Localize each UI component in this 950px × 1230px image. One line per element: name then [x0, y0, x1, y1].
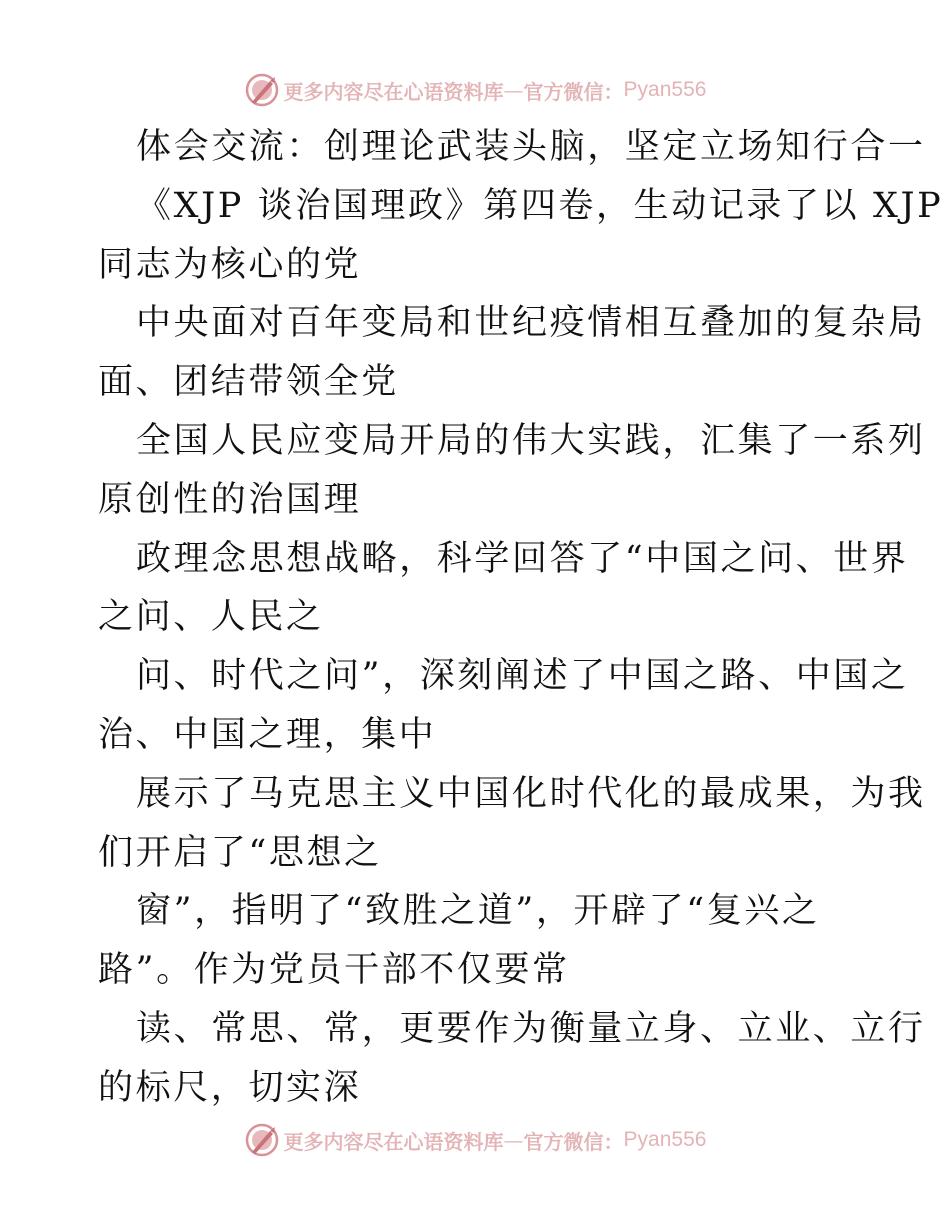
watermark-wechat-id: Pyan556: [623, 1128, 707, 1151]
text-line: 的标尺，切实深: [98, 1067, 362, 1108]
watermark-separator: —: [503, 78, 524, 102]
text-line: 之问、人民之: [98, 597, 324, 638]
watermark-wechat-label: 官方微信：: [523, 79, 624, 104]
footer-watermark: [0, 1120, 950, 1160]
text-line: 面、团结带领全党: [98, 362, 399, 403]
text-line: 们开启了“思想之: [98, 832, 382, 873]
text-line: 原创性的治国理: [98, 479, 362, 520]
text-line: 《XJP 谈治国理政》第四卷，生动记录了以 XJP: [136, 185, 944, 226]
text-line: 政理念思想战略，科学回答了“中国之问、世界: [136, 538, 909, 579]
text-line: 治、中国之理，集中: [98, 714, 437, 755]
watermark-wechat-label: 官方微信：: [523, 1129, 624, 1154]
watermark-brand-text: 更多内容尽在心语资料库: [283, 1129, 504, 1154]
text-line: 中央面对百年变局和世纪疫情相互叠加的复杂局: [136, 303, 926, 344]
watermark-brand-text: 更多内容尽在心语资料库: [283, 79, 504, 104]
text-line: 同志为核心的党: [98, 244, 362, 285]
text-line: 展示了马克思主义中国化时代化的最成果，为我: [136, 773, 926, 814]
header-watermark: [0, 70, 950, 110]
text-line: 路”。作为党员干部不仅要常: [98, 950, 570, 991]
text-line: 读、常思、常，更要作为衡量立身、立业、立行: [136, 1008, 926, 1049]
watermark-wechat-id: Pyan556: [623, 78, 707, 101]
quill-seal-icon: [244, 1122, 280, 1158]
watermark-separator: —: [503, 1128, 524, 1152]
text-line: 全国人民应变局开局的伟大实践，汇集了一系列: [136, 420, 926, 461]
document-body: [98, 118, 944, 1118]
text-line: 窗”，指明了“致胜之道”，开辟了“复兴之: [136, 891, 820, 932]
text-line: 体会交流：创理论武装头脑，坚定立场知行合一: [136, 127, 926, 167]
quill-seal-icon: [244, 72, 280, 108]
text-line: 问、时代之问”，深刻阐述了中国之路、中国之: [136, 656, 909, 697]
